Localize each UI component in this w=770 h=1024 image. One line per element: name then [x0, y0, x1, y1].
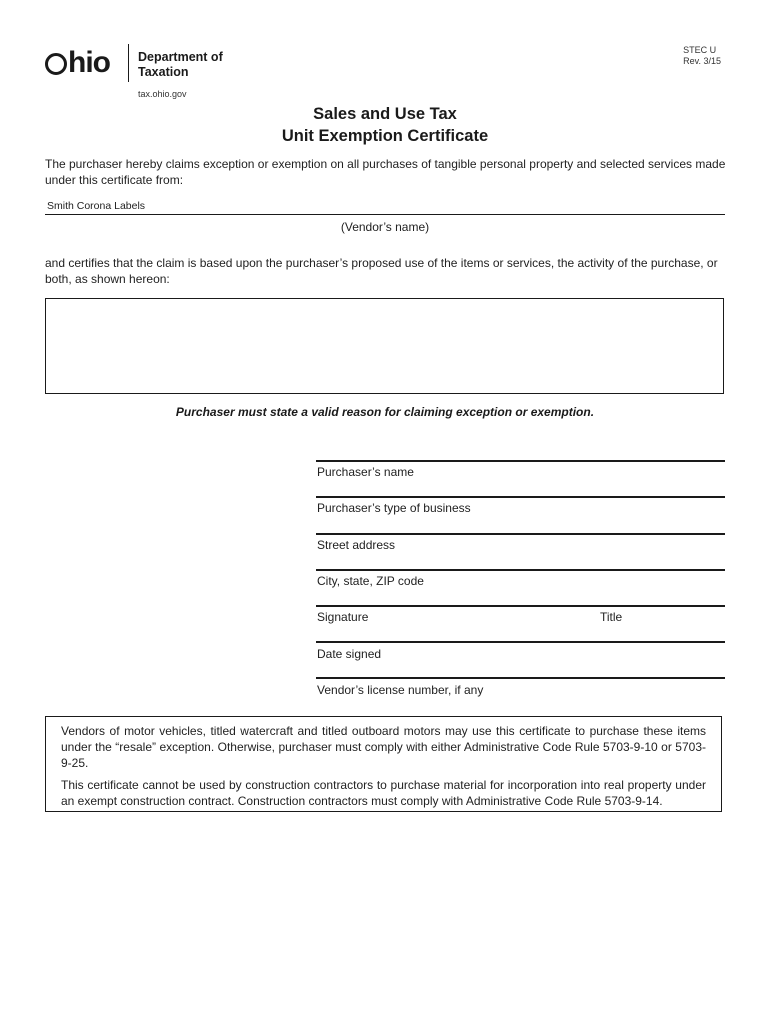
logo-divider — [128, 44, 129, 82]
city-state-zip-line[interactable] — [316, 569, 725, 571]
notice-box — [45, 716, 722, 812]
vendor-license-line[interactable] — [316, 677, 725, 679]
signature-label: Signature — [317, 610, 369, 624]
ohio-o-icon — [45, 53, 67, 75]
form-title-line2: Unit Exemption Certificate — [281, 127, 489, 145]
ohio-department-of-taxation-logo — [45, 44, 245, 84]
date-signed-label: Date signed — [317, 647, 382, 661]
notice-paragraph-2: This certificate cannot be used by construction contractors to purchase material for incorporation into real property under an exempt construction contract. Construction contractors must comply with Administrative Code Rule 5703-9-14. — [61, 778, 706, 808]
vendor-name-caption: (Vendor’s name) — [340, 220, 430, 234]
ohio-wordmark-text: hio — [68, 46, 110, 79]
title-label: Title — [600, 610, 623, 624]
vendor-name-line — [45, 214, 725, 215]
vendor-name-field[interactable]: Smith Corona Labels — [47, 200, 146, 212]
city-state-zip-label: City, state, ZIP code — [317, 574, 424, 588]
certify-paragraph: and certifies that the claim is based upon the purchaser’s proposed use of the items or services, the activity of the purchase, or both, as shown hereon: — [45, 256, 718, 286]
form-revision: Rev. 3/15 — [683, 56, 721, 66]
form-title-line1: Sales and Use Tax — [313, 105, 457, 123]
purchaser-name-line[interactable] — [316, 460, 725, 462]
agency-website: tax.ohio.gov — [138, 89, 187, 99]
form-identifier — [683, 45, 721, 67]
business-type-label: Purchaser’s type of business — [317, 501, 471, 515]
agency-name-line2: Taxation — [138, 65, 189, 79]
street-address-line[interactable] — [316, 533, 725, 535]
street-address-label: Street address — [317, 538, 396, 552]
ohio-wordmark — [45, 46, 110, 80]
signature-line[interactable] — [316, 605, 725, 607]
vendor-license-label: Vendor’s license number, if any — [317, 683, 484, 697]
form-id: STEC U — [683, 45, 717, 55]
purchaser-name-label: Purchaser’s name — [317, 465, 414, 479]
notice-paragraph-1: Vendors of motor vehicles, titled watercraft and titled outboard motors may use this certificate to purchase these items under the “resale” exception. Otherwise, purchaser must comply with either Administrative Code Rule 5703-9-10 or 5703-9-25. — [61, 724, 706, 770]
agency-name-line1: Department of — [138, 50, 223, 64]
exemption-reason-box[interactable] — [45, 298, 724, 394]
intro-paragraph: The purchaser hereby claims exception or exemption on all purchases of tangible personal property and selected services made under this certificate from: — [45, 157, 726, 187]
exemption-reason-note: Purchaser must state a valid reason for claiming exception or exemption. — [175, 405, 595, 419]
business-type-line[interactable] — [316, 496, 725, 498]
date-signed-line[interactable] — [316, 641, 725, 643]
agency-name — [138, 50, 223, 80]
